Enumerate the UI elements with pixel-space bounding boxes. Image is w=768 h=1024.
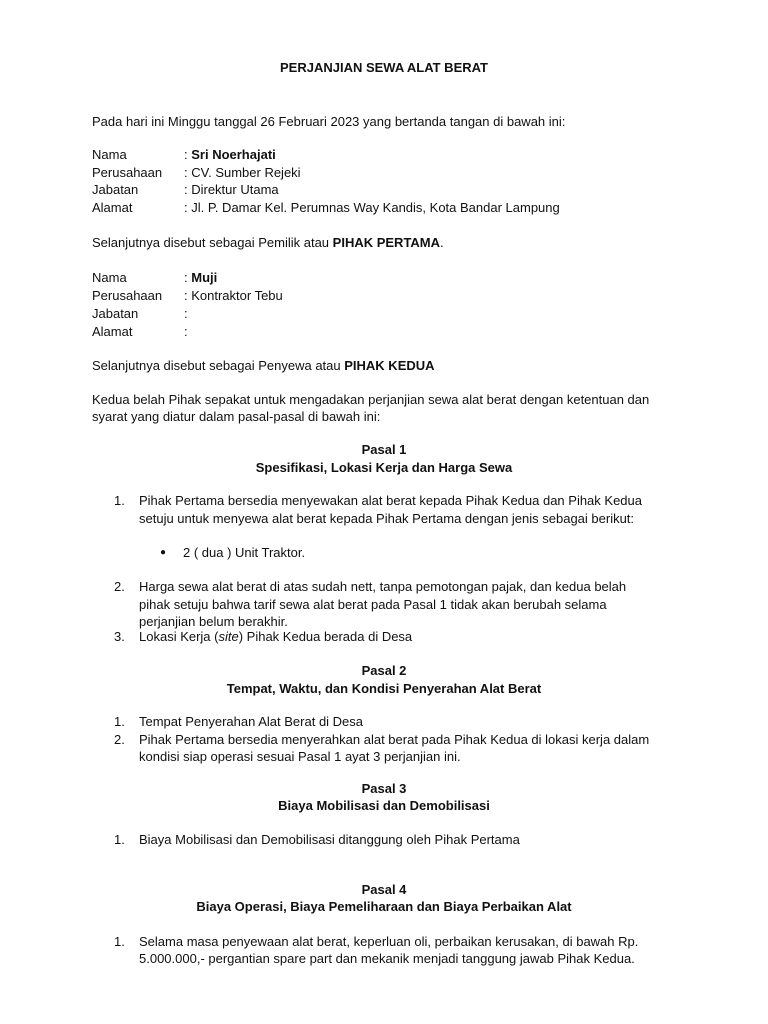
party1-nama <box>184 146 276 164</box>
list-number: 1. <box>114 934 125 949</box>
party2-label-jabatan: Jabatan <box>92 306 139 321</box>
pasal1-item2-line2: pihak setuju bahwa tarif sewa alat berat pada Pasal 1 tidak akan berubah selama <box>139 597 607 612</box>
item3-text-a: Lokasi Kerja ( <box>139 629 219 644</box>
party1-label-jabatan: Jabatan <box>92 182 139 197</box>
party1-designation <box>92 234 444 252</box>
party1-alamat: : Jl. P. Damar Kel. Perumnas Way Kandis, Kota Bandar Lampung <box>184 200 560 215</box>
colon: : <box>184 147 192 162</box>
pasal1-item2-line1: Harga sewa alat berat di atas sudah nett, tanpa pemotongan pajak, dan kedua belah <box>139 579 627 594</box>
pasal4-item1-line1: Selama masa penyewaan alat berat, keperluan oli, perbaikan kerusakan, di bawah Rp. <box>139 934 639 949</box>
designation-bold: PIHAK KEDUA <box>344 358 435 373</box>
party2-alamat: : <box>184 324 188 339</box>
party2-label-alamat: Alamat <box>92 324 133 339</box>
party1-perusahaan: : CV. Sumber Rejeki <box>184 165 301 180</box>
list-number: 2. <box>114 732 125 747</box>
pasal1-bullet-item: 2 ( dua ) Unit Traktor. <box>183 545 306 560</box>
agreement-line-1: Kedua belah Pihak sepakat untuk mengadakan perjanjian sewa alat berat dengan ketentuan dan <box>92 392 650 407</box>
party1-nama-value: Sri Noerhajati <box>191 147 276 162</box>
item3-text-b: ) Pihak Kedua berada di Desa <box>238 629 413 644</box>
pasal1-item2-line3: perjanjian belum berakhir. <box>139 614 288 629</box>
pasal2-heading: Pasal 2 <box>361 663 407 678</box>
designation-end: . <box>440 235 444 250</box>
pasal3-item1: Biaya Mobilisasi dan Demobilisasi ditanggung oleh Pihak Pertama <box>139 832 520 847</box>
pasal2-item1: Tempat Penyerahan Alat Berat di Desa <box>139 714 364 729</box>
pasal2-item2-line1: Pihak Pertama bersedia menyerahkan alat berat pada Pihak Kedua di lokasi kerja dalam <box>139 732 650 747</box>
pasal1-heading: Pasal 1 <box>361 442 407 457</box>
pasal1-item3 <box>139 628 412 646</box>
pasal4-heading: Pasal 4 <box>361 882 407 897</box>
party1-label-perusahaan: Perusahaan <box>92 165 163 180</box>
designation-text: Selanjutnya disebut sebagai Pemilik atau <box>92 235 333 250</box>
party1-label-nama: Nama <box>92 147 127 162</box>
designation-text: Selanjutnya disebut sebagai Penyewa atau <box>92 358 345 373</box>
list-number: 1. <box>114 714 125 729</box>
party1-jabatan: : Direktur Utama <box>184 182 279 197</box>
pasal1-item1-line1: Pihak Pertama bersedia menyewakan alat berat kepada Pihak Kedua dan Pihak Kedua <box>139 493 642 508</box>
party2-label-nama: Nama <box>92 270 127 285</box>
designation-bold: PIHAK PERTAMA <box>332 235 441 250</box>
bullet-icon: ● <box>160 547 167 558</box>
party2-jabatan: : <box>184 306 188 321</box>
pasal2-item2-line2: kondisi siap operasi sesuai Pasal 1 ayat 3 perjanjian ini. <box>139 749 461 764</box>
item3-italic: site <box>218 629 239 644</box>
pasal1-item1-line2: setuju untuk menyewa alat berat kepada Pihak Pertama dengan jenis sebagai berikut: <box>139 511 635 526</box>
intro-paragraph: Pada hari ini Minggu tanggal 26 Februari 2023 yang bertanda tangan di bawah ini: <box>92 114 566 129</box>
list-number: 1. <box>114 832 125 847</box>
party2-label-perusahaan: Perusahaan <box>92 288 163 303</box>
party2-perusahaan: : Kontraktor Tebu <box>184 288 283 303</box>
party2-designation <box>92 357 435 375</box>
pasal4-item1-line2: 5.000.000,- pergantian spare part dan mekanik menjadi tanggung jawab Pihak Kedua. <box>139 951 635 966</box>
list-number: 3. <box>114 629 125 644</box>
party2-nama <box>184 269 217 287</box>
party1-label-alamat: Alamat <box>92 200 133 215</box>
list-number: 2. <box>114 579 125 594</box>
list-number: 1. <box>114 493 125 508</box>
pasal1-subtitle: Spesifikasi, Lokasi Kerja dan Harga Sewa <box>255 460 513 475</box>
agreement-line-2: syarat yang diatur dalam pasal-pasal di bawah ini: <box>92 409 381 424</box>
pasal3-subtitle: Biaya Mobilisasi dan Demobilisasi <box>278 798 490 813</box>
party2-nama-value: Muji <box>191 270 218 285</box>
document-title: PERJANJIAN SEWA ALAT BERAT <box>279 60 488 75</box>
pasal2-subtitle: Tempat, Waktu, dan Kondisi Penyerahan Alat Berat <box>226 681 542 696</box>
pasal4-subtitle: Biaya Operasi, Biaya Pemeliharaan dan Biaya Perbaikan Alat <box>196 899 572 914</box>
colon: : <box>184 270 192 285</box>
pasal3-heading: Pasal 3 <box>361 781 407 796</box>
